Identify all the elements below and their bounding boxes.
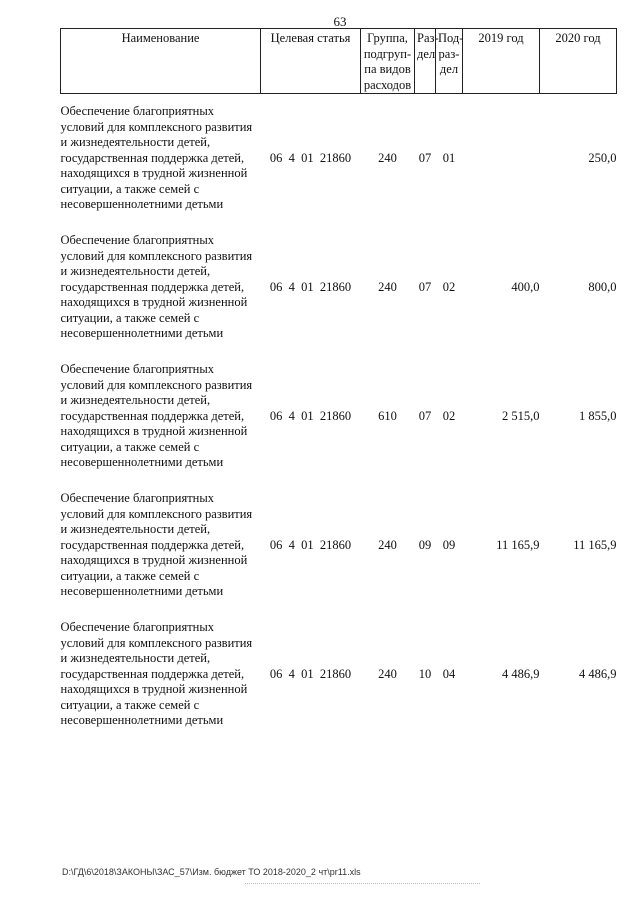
header-group [361,29,415,94]
row-name: Обеспечение благоприятных условий для комплексного развития и жизнедеятельности детей, государственная поддержка детей, находящихся в трудной жизненной ситуации, а также семей с несовершеннолетними детьми [60,620,253,728]
row-subsection: 09 [442,537,456,552]
page-number: 63 [333,14,347,29]
row-name: Обеспечение благоприятных условий для комплексного развития и жизнедеятельности детей, государственная поддержка детей, находящихся в трудной жизненной ситуации, а также семей с несовершеннолетними детьми [60,104,253,212]
row-subsection: 02 [442,408,456,423]
table-row [61,481,617,610]
row-subsection: 01 [442,150,456,165]
row-section: 09 [418,537,432,552]
row-expense-group: 240 [378,150,397,165]
header-name: Наименование [61,29,261,94]
row-expense-group: 240 [378,666,397,681]
row-subsection: 04 [442,666,456,681]
header-subsection: Под-раз-дел [436,29,463,94]
row-target-article: 06 4 01 21860 [269,150,352,165]
row-subsection: 02 [442,279,456,294]
row-target-article: 06 4 01 21860 [269,408,352,423]
row-amount-2019 [463,94,540,224]
row-amount-2019: 400,0 [511,279,540,294]
table-row [61,94,617,224]
row-name: Обеспечение благоприятных условий для комплексного развития и жизнедеятельности детей, государственная поддержка детей, находящихся в трудной жизненной ситуации, а также семей с несовершеннолетними детьми [60,362,253,470]
row-amount-2020: 11 165,9 [573,537,617,552]
table-row [61,610,617,739]
header-group-text: Группа, подгруп-па видов расходов [363,31,412,92]
row-amount-2020: 1 855,0 [579,408,617,423]
row-target-article: 06 4 01 21860 [269,279,352,294]
table-header-row [61,29,617,94]
row-amount-2019: 11 165,9 [496,537,540,552]
row-amount-2020: 4 486,9 [579,666,617,681]
row-expense-group: 240 [378,279,397,294]
budget-table [60,28,617,739]
row-amount-2020: 800,0 [588,279,617,294]
header-section: Раз-дел [415,29,436,94]
row-section: 07 [418,279,432,294]
row-target-article: 06 4 01 21860 [269,537,352,552]
footer-divider [245,883,480,884]
row-expense-group: 610 [378,408,397,423]
header-2020: 2020 год [540,29,617,94]
row-name: Обеспечение благоприятных условий для комплексного развития и жизнедеятельности детей, государственная поддержка детей, находящихся в трудной жизненной ситуации, а также семей с несовершеннолетними детьми [60,233,253,341]
row-amount-2019: 2 515,0 [502,408,540,423]
header-2019: 2019 год [463,29,540,94]
row-name: Обеспечение благоприятных условий для комплексного развития и жизнедеятельности детей, государственная поддержка детей, находящихся в трудной жизненной ситуации, а также семей с несовершеннолетними детьми [60,491,253,599]
row-target-article: 06 4 01 21860 [269,666,352,681]
table-row [61,223,617,352]
table-row [61,352,617,481]
row-amount-2020: 250,0 [588,150,617,165]
row-expense-group: 240 [378,537,397,552]
row-section: 07 [418,150,432,165]
header-target: Целевая статья [261,29,361,94]
row-amount-2019: 4 486,9 [502,666,540,681]
row-section: 10 [418,666,432,681]
footer-file-path: D:\ГД\6\2018\ЗАКОНЫ\ЗАС_57\Изм. бюджет ТО 2018-2020_2 чт\pr11.xls [62,867,361,877]
row-section: 07 [418,408,432,423]
